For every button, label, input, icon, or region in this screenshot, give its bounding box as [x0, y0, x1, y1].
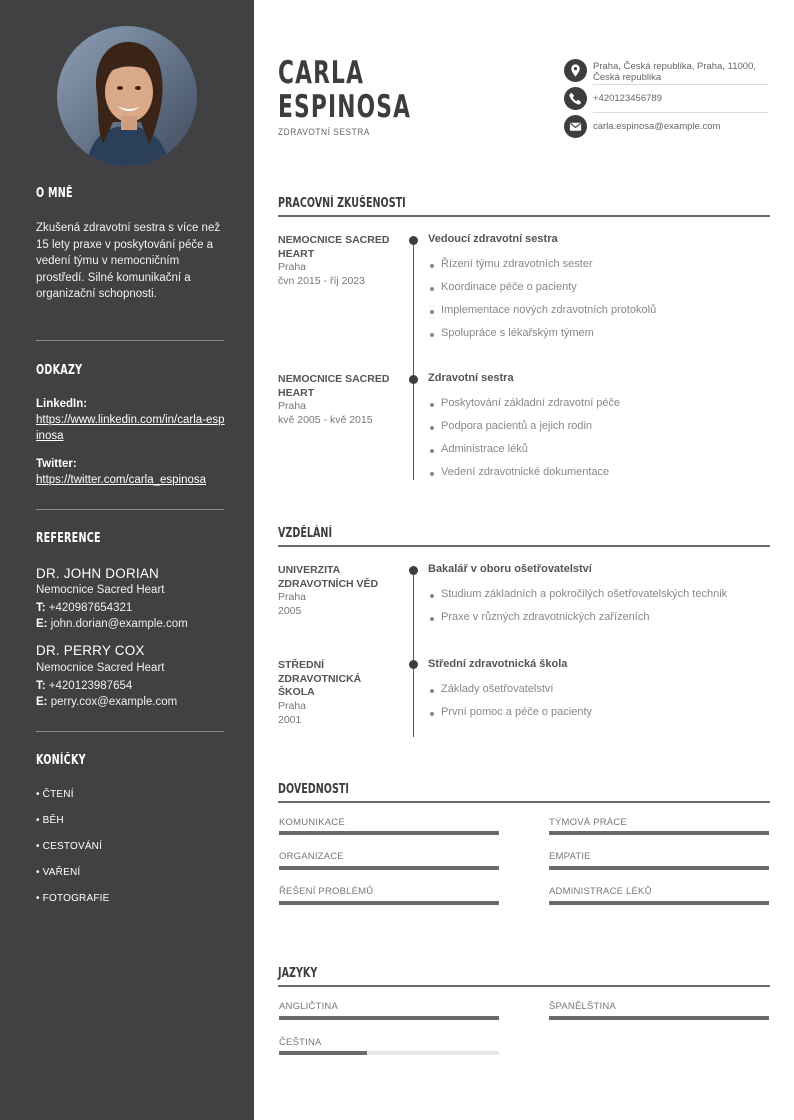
skill-label: KOMUNIKACE: [279, 817, 345, 828]
reference-org: Nemocnice Sacred Heart: [36, 584, 165, 596]
language-bar: [549, 1016, 769, 1020]
divider: [593, 84, 768, 85]
hobby-item: • ČTENÍ: [36, 789, 74, 800]
language-label: ANGLIČTINA: [279, 1001, 339, 1012]
skill-label: ADMINISTRACE LÉKŮ: [549, 886, 652, 897]
phone-value: +420987654321: [48, 602, 133, 614]
divider: [36, 731, 224, 732]
skill-bar: [549, 901, 769, 905]
first-name: CARLA: [278, 55, 365, 91]
reference-phone: [36, 680, 132, 692]
email-label: E:: [36, 696, 48, 708]
dates: čvn 2015 - říj 2023: [278, 275, 365, 287]
skill-bar: [279, 901, 499, 905]
skills-title: DOVEDNOSTI: [278, 782, 349, 797]
timeline: [413, 240, 414, 480]
skill-bar: [549, 866, 769, 870]
languages-title: JAZYKY: [278, 966, 318, 981]
timeline-dot: [409, 375, 418, 384]
reference-name: DR. PERRY COX: [36, 643, 145, 658]
dates: kvě 2005 - kvě 2015: [278, 414, 373, 426]
timeline-dot: [409, 236, 418, 245]
language-bar-fill: [549, 1016, 769, 1020]
location-icon: [564, 59, 587, 82]
twitter-label: Twitter:: [36, 458, 77, 470]
language-bar: [279, 1051, 499, 1055]
skill-bar: [279, 831, 499, 835]
school: UNIVERZITA ZDRAVOTNÍCH VĚD: [278, 564, 379, 590]
skill-label: ORGANIZACE: [279, 851, 344, 862]
links-title: ODKAZY: [36, 363, 83, 378]
linkedin-link[interactable]: https://www.linkedin.com/in/carla-espinosa: [36, 414, 225, 442]
email-text[interactable]: carla.espinosa@example.com: [593, 121, 721, 132]
timeline-dot: [409, 660, 418, 669]
hobby-item: • BĚH: [36, 815, 64, 826]
list-item: Poskytování základní zdravotní péče: [441, 397, 621, 409]
school: STŘEDNÍ ZDRAVOTNICKÁ ŠKOLA: [278, 659, 362, 698]
city: Praha: [278, 261, 307, 273]
list-item: Studium základních a pokročilých ošetřovatelských technik: [441, 588, 728, 600]
phone-label: T:: [36, 602, 46, 614]
reference-email: [36, 696, 177, 708]
list-item: Řízení týmu zdravotních sester: [441, 258, 593, 270]
full-name: [278, 56, 411, 124]
skill-bar: [549, 831, 769, 835]
references-title: REFERENCE: [36, 531, 101, 546]
employer: NEMOCNICE SACRED HEART: [278, 234, 390, 260]
section-rule: [278, 801, 770, 803]
sidebar: [0, 0, 254, 1120]
list-item: Administrace léků: [441, 443, 528, 455]
language-bar-fill: [279, 1051, 367, 1055]
section-rule: [278, 985, 770, 987]
profile-photo: [57, 26, 197, 166]
email-value: perry.cox@example.com: [50, 696, 178, 708]
timeline: [413, 570, 414, 737]
skill-label: TÝMOVÁ PRÁCE: [549, 817, 627, 828]
experience-title: PRACOVNÍ ZKUŠENOSTI: [278, 196, 406, 211]
job-title: ZDRAVOTNÍ SESTRA: [278, 127, 370, 138]
dates: 2005: [278, 605, 302, 617]
reference-name: DR. JOHN DORIAN: [36, 566, 160, 581]
phone-label: T:: [36, 680, 46, 692]
email-value: john.dorian@example.com: [50, 618, 188, 630]
skill-bar: [279, 866, 499, 870]
divider: [593, 112, 768, 113]
language-label: ŠPANĚLŠTINA: [549, 1001, 616, 1012]
language-bar: [279, 1016, 499, 1020]
language-bar-fill: [279, 1016, 499, 1020]
section-rule: [278, 215, 770, 217]
degree: Bakalář v oboru ošetřovatelství: [428, 563, 592, 575]
hobbies-title: KONÍČKY: [36, 753, 86, 768]
hobby-item: • VAŘENÍ: [36, 867, 81, 878]
skill-label: EMPATIE: [549, 851, 591, 862]
list-item: Podpora pacientů a jejich rodin: [441, 420, 593, 432]
skill-bar-fill: [279, 901, 499, 905]
linkedin-label: LinkedIn:: [36, 398, 88, 410]
job-role: Vedoucí zdravotní sestra: [428, 233, 558, 245]
language-label: ČEŠTINA: [279, 1037, 322, 1048]
city: Praha: [278, 591, 307, 603]
list-item: Základy ošetřovatelství: [441, 683, 554, 695]
list-item: První pomoc a péče o pacienty: [441, 706, 593, 718]
email-label: E:: [36, 618, 48, 630]
list-item: Koordinace péče o pacienty: [441, 281, 577, 293]
skill-bar-fill: [279, 831, 499, 835]
reference-phone: [36, 602, 132, 614]
skill-bar-fill: [549, 901, 769, 905]
last-name: ESPINOSA: [278, 89, 412, 125]
education-title: VZDĚLÁNÍ: [278, 526, 333, 541]
timeline-dot: [409, 566, 418, 575]
dates: 2001: [278, 714, 302, 726]
employer: NEMOCNICE SACRED HEART: [278, 373, 390, 399]
degree: Střední zdravotnická škola: [428, 658, 568, 670]
about-text: Zkušená zdravotní sestra s více než 15 lety praxe v poskytování péče a vedení týmu v nemocničním prostředí. Silné komunikační a organizační schopnosti.: [36, 222, 221, 301]
address-text: Praha, Česká republika, Praha, 11000, Česká republika: [593, 61, 757, 83]
list-item: Vedení zdravotnické dokumentace: [441, 466, 610, 478]
city: Praha: [278, 400, 307, 412]
divider: [36, 509, 224, 510]
list-item: Implementace nových zdravotních protokolů: [441, 304, 657, 316]
hobby-item: • FOTOGRAFIE: [36, 893, 110, 904]
skill-bar-fill: [549, 831, 769, 835]
phone-text[interactable]: +420123456789: [593, 93, 662, 104]
skill-bar-fill: [549, 866, 769, 870]
divider: [36, 340, 224, 341]
about-title: O MNĚ: [36, 186, 73, 201]
hobby-item: • CESTOVÁNÍ: [36, 841, 103, 852]
email-icon: [564, 115, 587, 138]
phone-icon: [564, 87, 587, 110]
reference-email: [36, 618, 188, 630]
twitter-link[interactable]: https://twitter.com/carla_espinosa: [36, 474, 207, 486]
skill-label: ŘEŠENÍ PROBLÉMŮ: [279, 886, 374, 897]
list-item: Praxe v různých zdravotnických zařízeních: [441, 611, 650, 623]
phone-value: +420123987654: [48, 680, 133, 692]
section-rule: [278, 545, 770, 547]
job-role: Zdravotní sestra: [428, 372, 514, 384]
skill-bar-fill: [279, 866, 499, 870]
reference-org: Nemocnice Sacred Heart: [36, 662, 165, 674]
list-item: Spolupráce s lékařským týmem: [441, 327, 594, 339]
city: Praha: [278, 700, 307, 712]
